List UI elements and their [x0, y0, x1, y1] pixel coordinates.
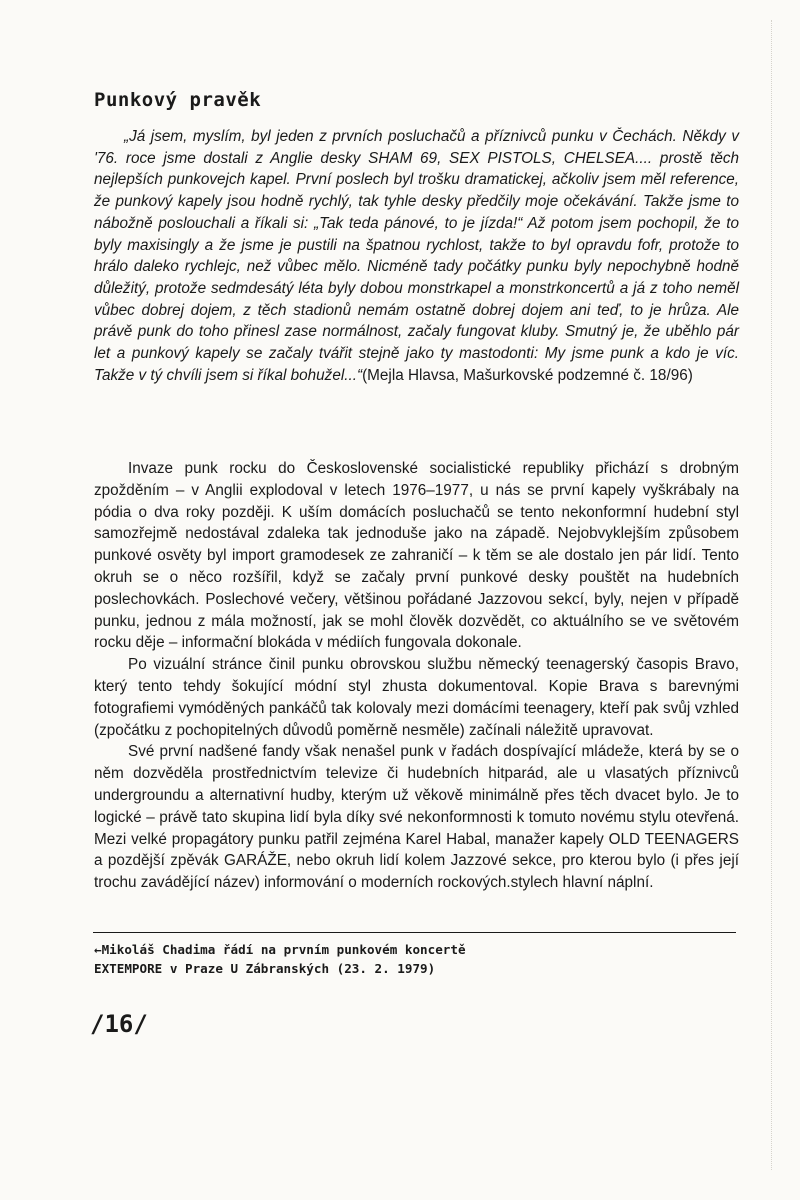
paragraph: Invaze punk rocku do Československé socialistické republiky přichází s drobným zpožděním – v Anglii explodoval v letech 1976–1977, u nás se první kapely vyškrábaly na pódia o dva roky později. K uším domácích posluchačů se tento nekonformní hudební styl samozřejmě nedostával zdaleka tak jednoduše jako na západě. Nejobvyklejším způsobem punkové osvěty byl import gramodesek ze zahraničí – k těm se ale dostalo jen pár lidí. Tento okruh se o něco rozšířil, když se začaly první punkové desky pouštět na hudebních poslechovkách. Poslechové večery, většinou pořádané Jazzovou sekcí, byly, nejen v případě punku, jednou z mála možností, jak se mohl člověk dozvědět, co aktuálního se ve světovém rocku děje – informační blokáda v médiích fungovala dokonale.	[94, 460, 739, 652]
photo-caption	[94, 940, 466, 978]
paragraph: Po vizuální stránce činil punku obrovskou službu německý teenagerský časopis Bravo, který tento tehdy šokující módní styl zhusta dokumentoval. Kopie Brava s barevnými fotografiemi vymóděných pankáčů tak kolovaly mezi domácími teenagery, kteří pak svůj vzhled (zpočátku z pochopitelných důvodů poměrně nesměle) začínali náležitě upravovat.	[94, 656, 739, 739]
caption-line-2: EXTEMPORE v Praze U Zábranských (23. 2. 1979)	[94, 961, 436, 976]
caption-line-1: Mikoláš Chadima řádí na prvním punkovém koncertě	[101, 942, 466, 957]
quote-source: (Mejla Hlavsa, Mašurkovské podzemné č. 18/96)	[362, 366, 693, 384]
caption-divider	[93, 932, 736, 933]
page-edge-shadow	[770, 20, 772, 1170]
left-arrow-icon: ←	[94, 942, 102, 957]
chapter-title: Punkový pravěk	[94, 89, 262, 111]
paragraph: Své první nadšené fandy však nenašel punk v řadách dospívající mládeže, která by se o něm dozvěděla prostřednictvím televize či hudebních hitparád, ale u vlasatých příznivců undergroundu a alternativní hudby, kterým už věkově minimálně přes těch dvacet bylo. Je to logické – právě tato skupina lidí byla díky své nekonformnosti k tomuto novému stylu otevřená. Mezi velké propagátory punku patřil zejména Karel Habal, manažer kapely OLD TEENAGERS a pozdější zpěvák GARÁŽE, nebo okruh lidí kolem Jazzové sekce, pro kterou bylo (i přes její trochu zavádějící název) informování o moderních rockových.stylech hlavní náplní.	[94, 743, 739, 892]
quote-text: „Já jsem, myslím, byl jeden z prvních posluchačů a příznivců punku v Čechách. Někdy v '76. roce jsme dostali z Anglie desky SHAM 69, SEX PISTOLS, CHELSEA.... prostě těch nejlepších punkovejch kapel. První poslech byl trošku dramatickej, ačkoliv jsem měl reference, že punkový kapely jsou hodně rychlý, tak tyhle desky předčily moje očekávání. Takže jsme to nábožně poslouchali a říkali si: „Tak teda pánové, to je jízda!“ Až potom jsem pochopil, že to byly maxisingly a že jsme je pustili na špatnou rychlost, takže to byl opravdu fofr, protože to hrálo daleko rychlejc, než vůbec mělo. Nicméně tady počátky punku byly nepochybně hodně důležitý, protože sedmdesátý léta byly dobou monstrkapel a monstrkoncertů a já z toho neměl vůbec dobrej dojem, z těch stadionů nemám ostatně dobrej dojem ani teď, to je hrůza. Ale právě punk do toho přinesl zase normálnost, začaly fungovat kluby. Smutný je, že uběhlo pár let a punkový kapely se začaly tvářit stejně jako ty mastodonti: My jsme punk a kdo je víc. Takže v tý chvíli jsem si říkal bohužel...“	[94, 128, 739, 384]
body-text	[94, 458, 739, 894]
opening-quote	[94, 126, 739, 386]
page-number: /16/	[90, 1010, 148, 1038]
